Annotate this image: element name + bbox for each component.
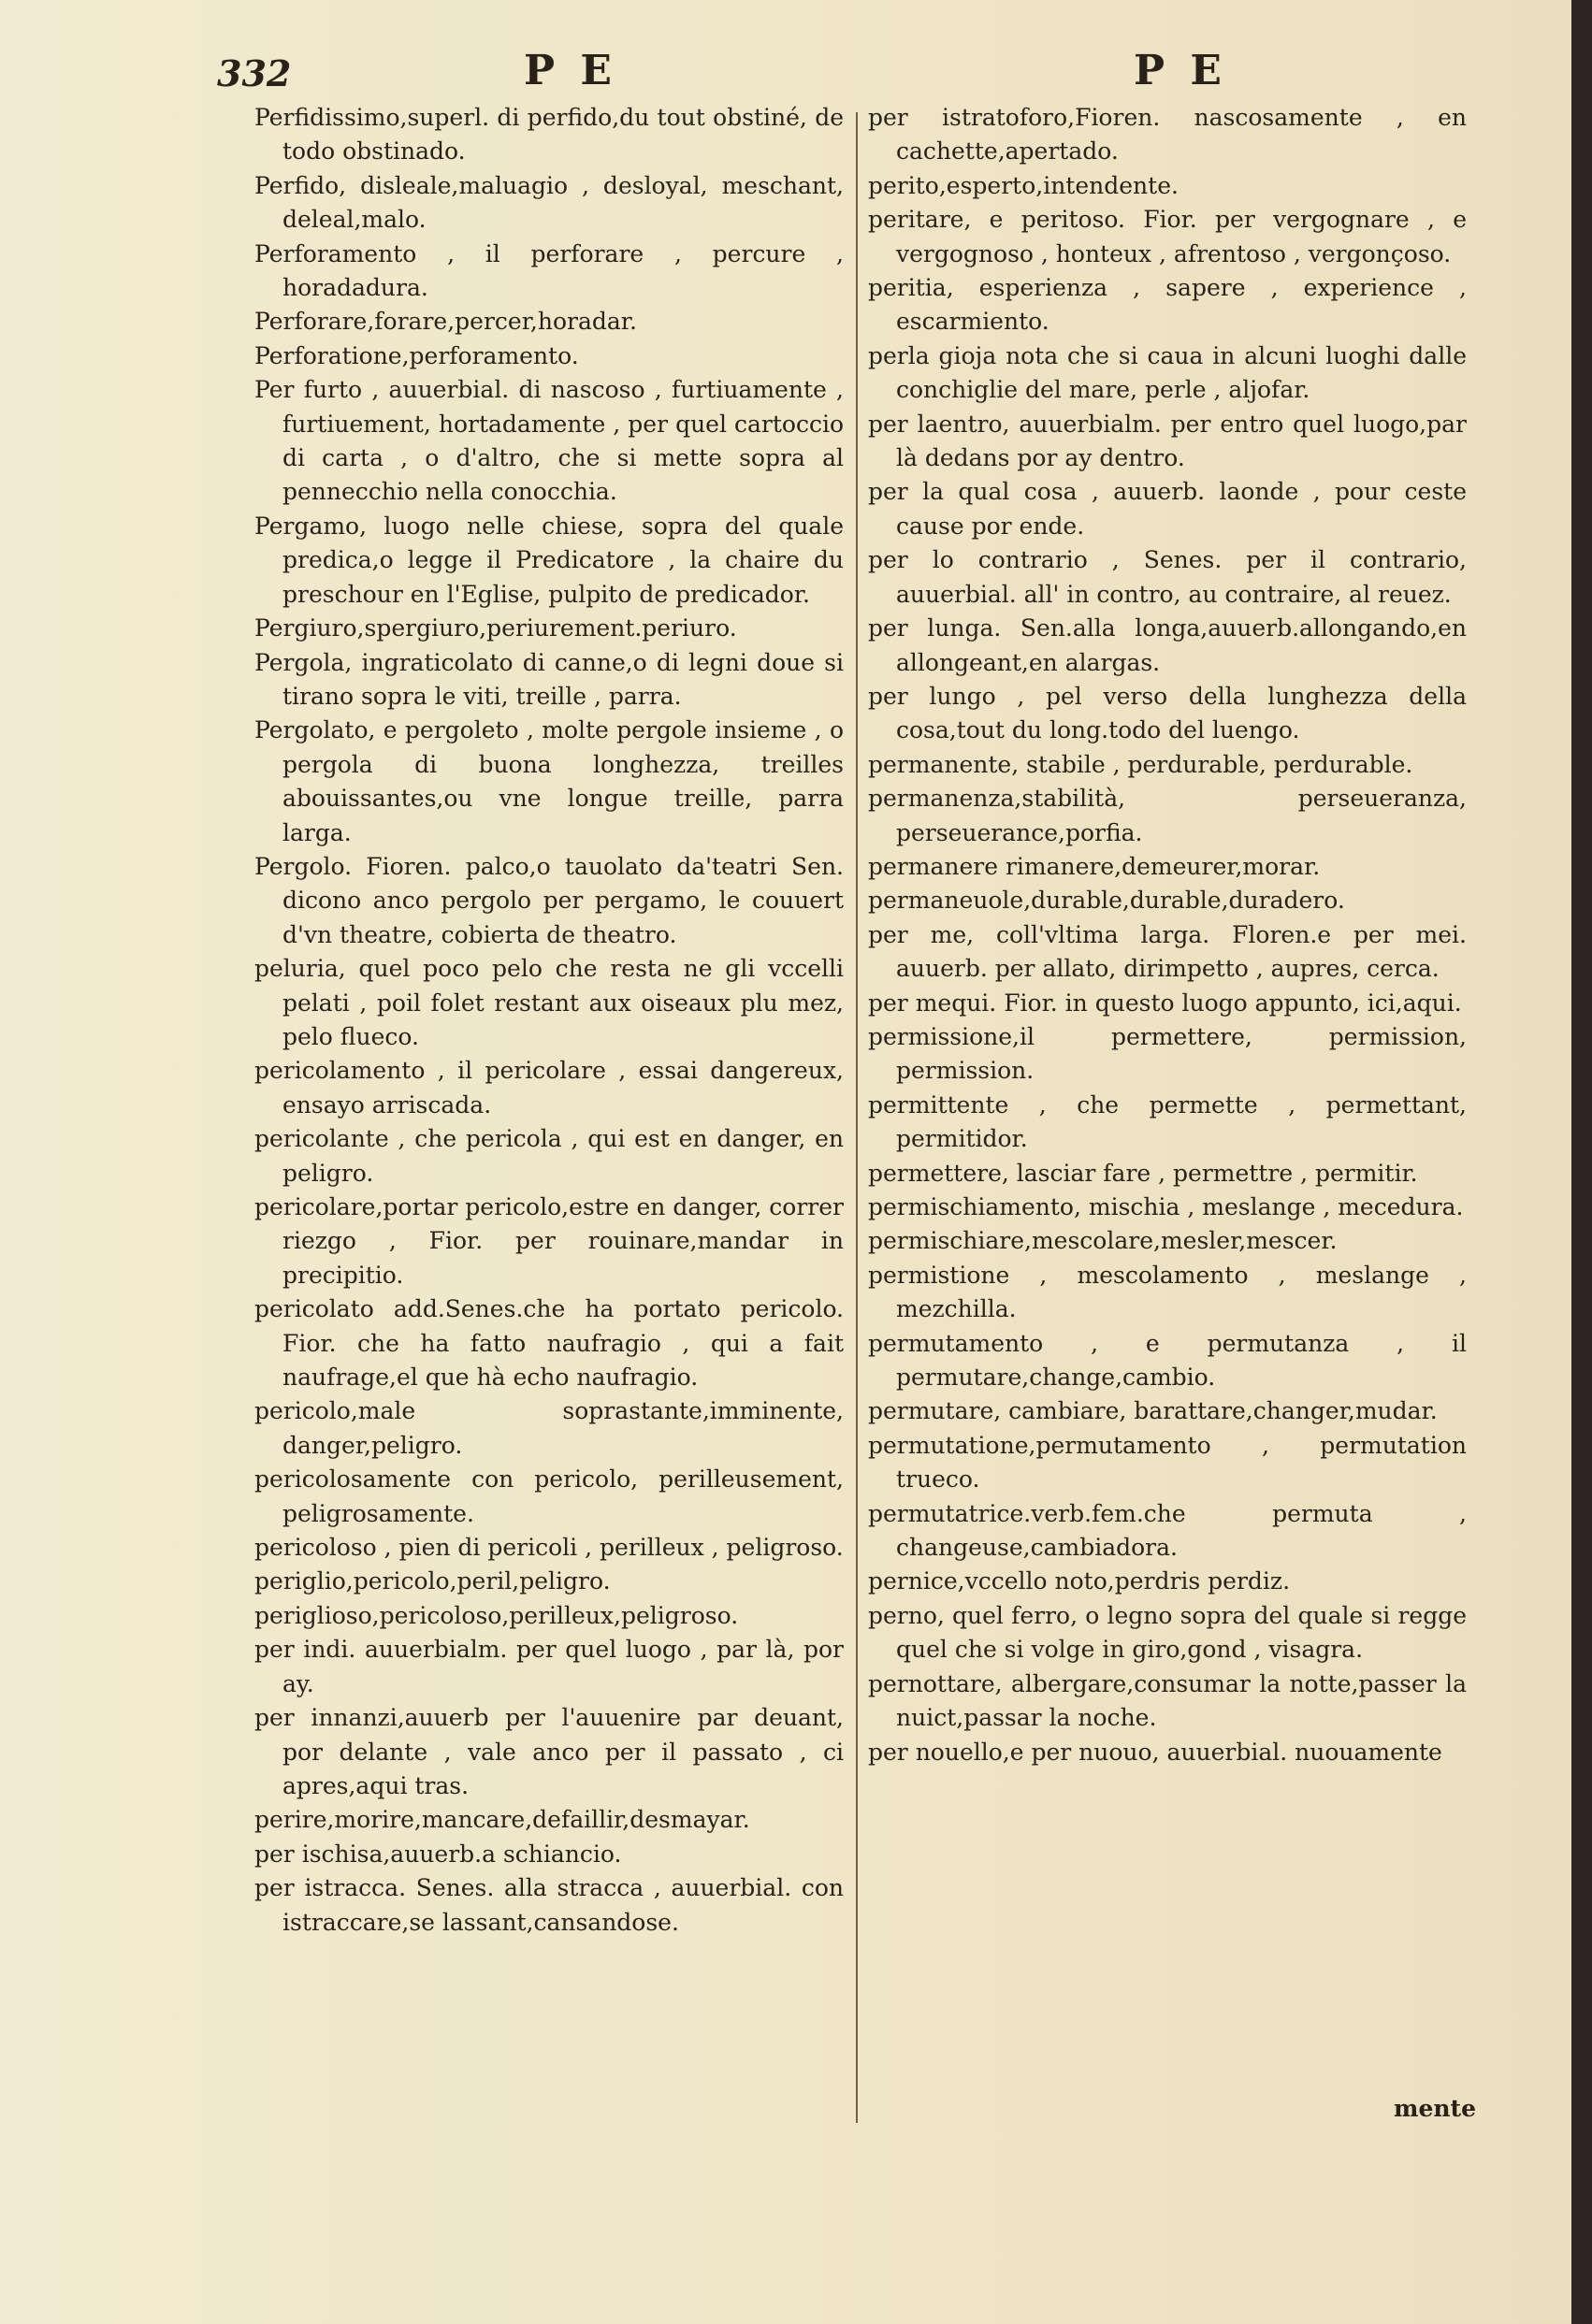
dictionary-entry: pericolamento , il pericolare , essai dangereux, ensayo arriscada. bbox=[254, 1057, 844, 1119]
dictionary-entry: Pergolo. Fioren. palco,o tauolato da'teatri Sen. dicono anco pergolo per pergamo, le couuert d'vn theatre, cobierta de theatro. bbox=[254, 852, 844, 948]
dictionary-entry: Pergolato, e pergoleto , molte pergole insieme , o pergola di buona longhezza, treilles abouissantes,ou vne longue treille, parra larga. bbox=[254, 716, 844, 846]
dictionary-entry: pericolante , che pericola , qui est en danger, en peligro. bbox=[254, 1125, 844, 1187]
column-divider bbox=[856, 112, 858, 2123]
dictionary-entry: pernice,vccello noto,perdris perdiz. bbox=[868, 1567, 1291, 1595]
dictionary-entry: Perfidissimo,superl. di perfido,du tout obstiné, de todo obstinado. bbox=[254, 104, 844, 166]
dictionary-entry: peritia, esperienza , sapere , experience , escarmiento. bbox=[868, 274, 1467, 336]
dictionary-entry: per me, coll'vltima larga. Floren.e per mei. auuerb. per allato, dirimpetto , aupres, cerca. bbox=[868, 920, 1467, 983]
dictionary-entry: perito,esperto,intendente. bbox=[868, 171, 1179, 199]
dictionary-entry: permanenza,stabilità, perseueranza, perseuerance,porfia. bbox=[868, 785, 1467, 846]
dictionary-entry: permutamento , e permutanza , il permutare,change,cambio. bbox=[868, 1329, 1467, 1392]
dictionary-entry: perla gioja nota che si caua in alcuni luoghi dalle conchiglie del mare, perle , aljofar. bbox=[868, 341, 1467, 404]
dictionary-entry: per indi. auuerbialm. per quel luogo , par là, por ay. bbox=[254, 1636, 844, 1697]
dictionary-entry: peritare, e peritoso. Fior. per vergognare , e vergognoso , honteux , afrentoso , vergonçoso. bbox=[868, 206, 1467, 267]
running-head-left: P E bbox=[524, 47, 617, 94]
dictionary-entry: periglioso,pericoloso,perilleux,peligroso. bbox=[254, 1601, 739, 1629]
dictionary-entry: permutare, cambiare, barattare,changer,mudar. bbox=[868, 1397, 1438, 1425]
page-edge-shadow bbox=[1571, 0, 1592, 2324]
dictionary-entry: peluria, quel poco pelo che resta ne gli vccelli pelati , poil folet restant aux oiseaux plu mez, pelo flueco. bbox=[254, 955, 844, 1050]
dictionary-entry: permissione,il permettere, permission, permission. bbox=[868, 1022, 1467, 1085]
dictionary-entry: pericolo,male soprastante,imminente, danger,peligro. bbox=[254, 1397, 844, 1459]
dictionary-entry: permittente , che permette , permettant, permitidor. bbox=[868, 1090, 1467, 1153]
dictionary-entry: Pergiuro,spergiuro,periurement.periuro. bbox=[254, 614, 737, 642]
dictionary-entry: Perforare,forare,percer,horadar. bbox=[254, 308, 637, 336]
dictionary-entry: Per furto , auuerbial. di nascoso , furtiuamente , furtiuement, hortadamente , per quel cartoccio di carta , o d'altro, che si mette sopra al pennecchio nella conocchia. bbox=[254, 376, 844, 506]
left-column bbox=[254, 101, 844, 1940]
dictionary-entry: permutatrice.verb.fem.che permuta , changeuse,cambiadora. bbox=[868, 1499, 1467, 1562]
dictionary-entry: per nouello,e per nuouo, auuerbial. nuouamente bbox=[868, 1738, 1442, 1766]
dictionary-entry: perno, quel ferro, o legno sopra del quale si regge quel che si volge in giro,gond , visagra. bbox=[868, 1601, 1467, 1664]
dictionary-entry: per la qual cosa , auuerb. laonde , pour ceste cause por ende. bbox=[868, 478, 1467, 540]
dictionary-entry: permischiamento, mischia , meslange , mecedura. bbox=[868, 1193, 1464, 1220]
dictionary-entry: per laentro, auuerbialm. per entro quel luogo,par là dedans por ay dentro. bbox=[868, 410, 1467, 472]
dictionary-entry: permutatione,permutamento , permutation trueco. bbox=[868, 1431, 1467, 1494]
dictionary-entry: Perforatione,perforamento. bbox=[254, 341, 579, 369]
dictionary-entry: permanente, stabile , perdurable, perdurable. bbox=[868, 750, 1413, 778]
running-head-right: P E bbox=[1134, 47, 1227, 94]
dictionary-entry: Pergola, ingraticolato di canne,o di legni doue si tirano sopra le viti, treille , parra. bbox=[254, 648, 844, 710]
dictionary-entry: per ischisa,auuerb.a schiancio. bbox=[254, 1840, 622, 1868]
dictionary-entry: per innanzi,auuerb per l'auuenire par deuant, por delante , vale anco per il passato , ci apres,aqui tras. bbox=[254, 1704, 844, 1799]
dictionary-entry: Perforamento , il perforare , percure , horadadura. bbox=[254, 239, 844, 302]
dictionary-entry: pericolato add.Senes.che ha portato pericolo. Fior. che ha fatto naufragio , qui a fait naufrage,el que hà echo naufragio. bbox=[254, 1295, 844, 1392]
dictionary-entry: pericoloso , pien di pericoli , perilleux , peligroso. bbox=[254, 1534, 844, 1562]
dictionary-entry: per mequi. Fior. in questo luogo appunto, ici,aqui. bbox=[868, 989, 1462, 1017]
page-number: 332 bbox=[217, 52, 292, 94]
dictionary-entry: pernottare, albergare,consumar la notte,passer la nuict,passar la noche. bbox=[868, 1669, 1467, 1732]
dictionary-entry: per lunga. Sen.alla longa,auuerb.allongando,en allongeant,en alargas. bbox=[868, 614, 1467, 676]
dictionary-entry: per lo contrario , Senes. per il contrario, auuerbial. all' in contro, au contraire, al reuez. bbox=[868, 546, 1467, 608]
dictionary-entry: permanere rimanere,demeurer,morar. bbox=[868, 852, 1321, 880]
dictionary-entry: periglio,pericolo,peril,peligro. bbox=[254, 1567, 611, 1595]
dictionary-entry: pericolosamente con pericolo, perilleusement, peligrosamente. bbox=[254, 1465, 844, 1527]
dictionary-entry: per lungo , pel verso della lunghezza della cosa,tout du long.todo del luengo. bbox=[868, 682, 1467, 744]
dictionary-entry: permischiare,mescolare,mesler,mescer. bbox=[868, 1227, 1338, 1255]
catchword: mente bbox=[1394, 2095, 1476, 2122]
dictionary-entry: permaneuole,durable,durable,duradero. bbox=[868, 887, 1345, 915]
dictionary-entry: pericolare,portar pericolo,estre en danger, correr riezgo , Fior. per rouinare,mandar in precipitio. bbox=[254, 1193, 844, 1289]
right-column bbox=[868, 101, 1467, 1769]
dictionary-entry: per istratoforo,Fioren. nascosamente , en cachette,apertado. bbox=[868, 104, 1467, 166]
dictionary-entry: per istracca. Senes. alla stracca , auuerbial. con istraccare,se lassant,cansandose. bbox=[254, 1874, 844, 1936]
dictionary-entry: perire,morire,mancare,defaillir,desmayar. bbox=[254, 1806, 750, 1834]
dictionary-entry: Perfido, disleale,maluagio , desloyal, meschant, deleal,malo. bbox=[254, 171, 844, 234]
dictionary-entry: Pergamo, luogo nelle chiese, sopra del quale predica,o legge il Predicatore , la chaire du preschour en l'Eglise, pulpito de predicador. bbox=[254, 512, 844, 608]
dictionary-entry: permistione , mescolamento , meslange , mezchilla. bbox=[868, 1261, 1467, 1323]
dictionary-entry: permettere, lasciar fare , permettre , permitir. bbox=[868, 1159, 1418, 1187]
